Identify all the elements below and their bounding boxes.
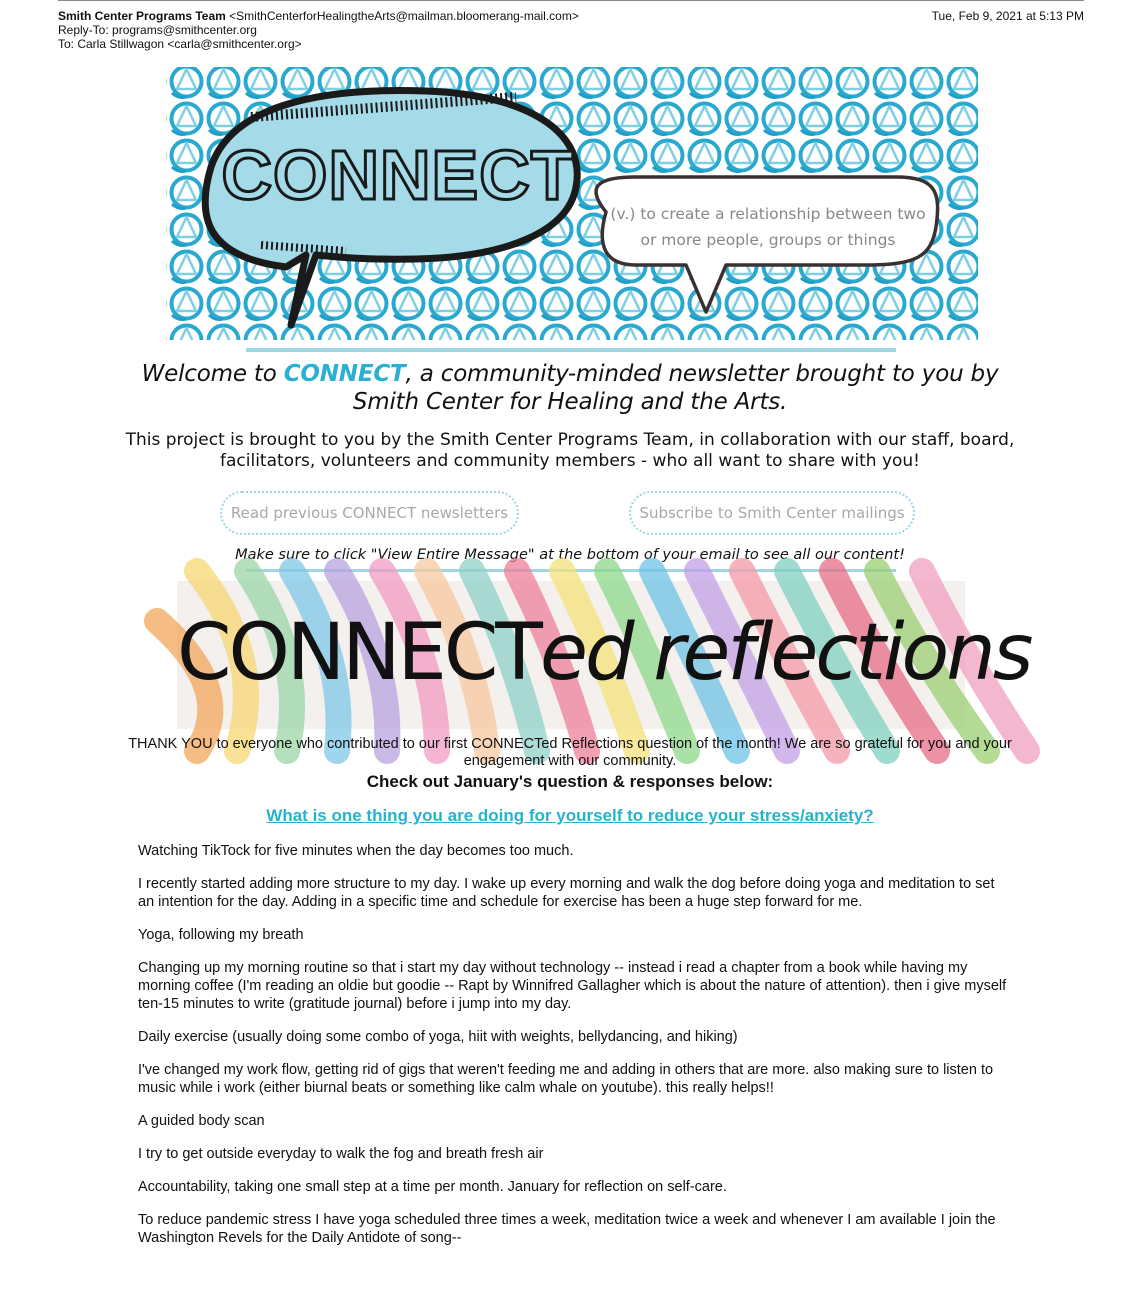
reply-to: Reply-To: programs@smithcenter.org	[58, 23, 257, 37]
question-link[interactable]: What is one thing you are doing for yourself to reduce your stress/anxiety?	[266, 806, 874, 825]
reflections-title-part1: CONNECT	[177, 608, 540, 698]
response-item: I recently started adding more structure to my day. I wake up every morning and walk the dog before doing yoga and meditation to set an intention for the day. Adding in a specific time and schedule for exercise has been a huge step forward for me.	[138, 876, 995, 910]
banner-title: CONNECT	[221, 136, 575, 214]
welcome-heading	[120, 360, 1020, 416]
intro-text: This project is brought to you by the Smith Center Programs Team, in collaboration with our staff, board, facilitators, volunteers and community members - who all want to share with you!	[125, 430, 1015, 471]
connect-banner	[166, 67, 978, 340]
reflections-title-part2: ed reflections	[539, 608, 1031, 698]
response-item: I've changed my work flow, getting rid of gigs that weren't feeding me and adding in others that are more. also making sure to listen to music while i work (either biurnal beats or something like calm whale on youtube). this really helps!!	[138, 1062, 994, 1096]
thanks-text: THANK YOU to everyone who contributed to our first CONNECTed Reflections question of the month! We are so grateful for you and your engagement with our community.	[128, 736, 1012, 769]
banner-definition-line1: (v.) to create a relationship between two	[610, 205, 926, 223]
response-item: Changing up my morning routine so that i start my day without technology -- instead i read a chapter from a book while having my morning coffee (I'm reading an oldie but goodie -- Rapt by Winnifred Gallagher which is about the nature of attention). then i give myself ten-15 minutes to write (gratitude journal) before i jump into my day.	[138, 960, 1007, 1012]
sender-address: <SmithCenterforHealingtheArts@mailman.bloomerang-mail.com>	[229, 9, 579, 23]
read-previous-newsletters-button[interactable]: Read previous CONNECT newsletters	[220, 491, 519, 535]
welcome-suffix: , a community-minded newsletter brought to you by Smith Center for Healing and the Arts.	[352, 361, 999, 415]
view-entire-message-note: Make sure to click "View Entire Message" at the bottom of your email to see all our content!	[235, 547, 905, 563]
email-date: Tue, Feb 9, 2021 at 5:13 PM	[931, 9, 1084, 23]
email-header-from-row	[58, 9, 1084, 23]
welcome-prefix: Welcome to	[141, 361, 284, 387]
welcome-brand: CONNECT	[283, 361, 406, 387]
reflections-title	[177, 593, 1031, 713]
checkout-heading: Check out January's question & responses below:	[366, 772, 774, 791]
response-item: Watching TikTock for five minutes when the day becomes too much.	[138, 843, 574, 859]
response-item: Daily exercise (usually doing some combo of yoga, hiit with weights, bellydancing, and hiking)	[138, 1029, 738, 1045]
response-item: I try to get outside everyday to walk the fog and breath fresh air	[138, 1146, 544, 1162]
response-item: A guided body scan	[138, 1113, 265, 1129]
response-item: To reduce pandemic stress I have yoga scheduled three times a week, meditation twice a week and whenever I am available I join the Washington Revels for the Daily Antidote of song--	[138, 1212, 996, 1246]
responses-list	[138, 842, 1008, 1262]
to-recipient: To: Carla Stillwagon <carla@smithcenter.org>	[58, 37, 302, 51]
subscribe-mailings-button[interactable]: Subscribe to Smith Center mailings	[629, 491, 915, 535]
sender-name: Smith Center Programs Team	[58, 9, 226, 23]
banner-definition-line2: or more people, groups or things	[640, 231, 896, 249]
response-item: Yoga, following my breath	[138, 927, 304, 943]
reflections-banner	[177, 581, 1031, 729]
top-divider	[246, 348, 896, 352]
email-header	[58, 0, 1084, 51]
response-item: Accountability, taking one small step at a time per month. January for reflection on self-care.	[138, 1179, 727, 1195]
connect-banner-art	[166, 67, 978, 340]
